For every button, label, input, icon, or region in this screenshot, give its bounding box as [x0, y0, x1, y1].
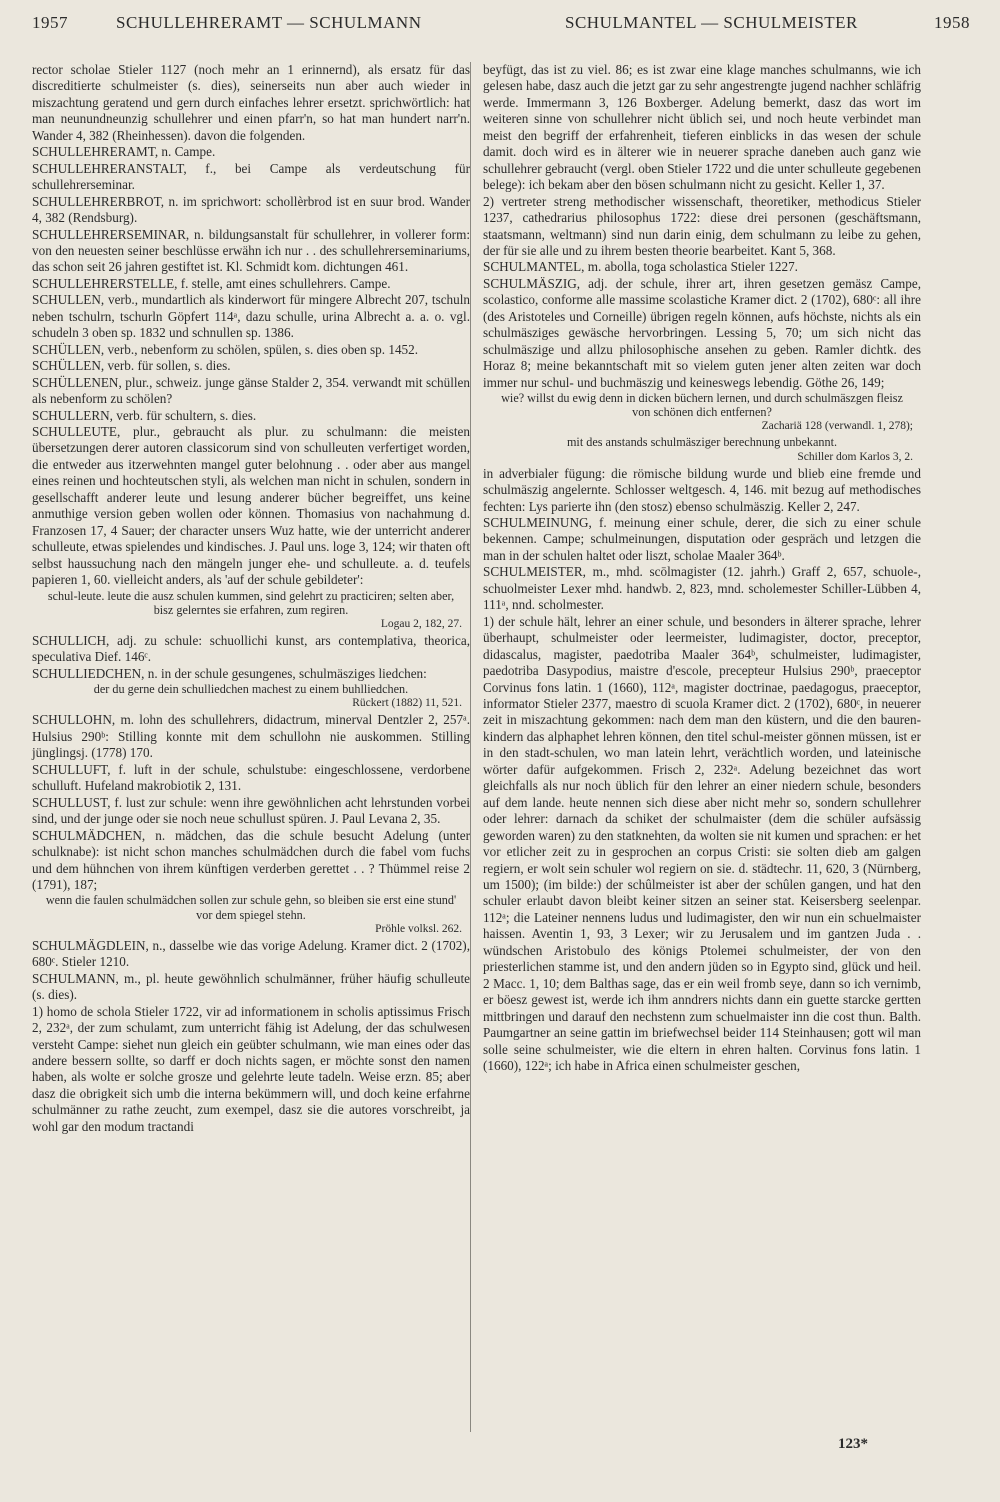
quote-proehle: wenn die faulen schulmädchen sollen zur schule gehn, so bleiben sie erst eine stund' vor dem spiegel stehn.	[45, 893, 457, 922]
quote-rueckert: der du gerne dein schulliedchen machest zu einem buhlliedchen.	[93, 682, 409, 697]
entry-schullern: SCHULLERN, verb. für schultern, s. dies.	[32, 407, 257, 423]
entry-schulmann-continued: beyfügt, das ist zu viel. 86; es ist zwar eine klage manches schulmanns, wie ich gelesen habe, dasz auch die jetzt gar zu sehr angestrengte jugend nachher schläfrig werde. Immermann 3, 126 Boxberger. Adelung bemerkt, dasz das wort im weiteren sinne von schullehrer nicht üblich sei, und noch heute verbindet man meist den begriff der erfahrenheit, tieferen einblicks in das wesen der schule damit. doch wird es in älterer wie in neuerer sprache daneben auch ganz wie schullehrer gebraucht (vergl. oben Stieler 1722 und die unter schulleute gegebenen belege): ich bekam aber den bösen schulmann nicht zu gesicht. Keller 1, 37.	[483, 62, 921, 193]
entry-schulmaegdlein: SCHULMÄGDLEIN, n., dasselbe wie das vorige Adelung. Kramer dict. 2 (1702), 680ᶜ. Stieler 1210.	[32, 937, 470, 970]
entry-schulmaedchen: SCHULMÄDCHEN, n. mädchen, das die schule besucht Adelung (unter schulknabe): ist nicht schon manches schulmädchen durch die fabel vom fuchs und dem hühnchen von ihrem künftigen verderben gerettet . . ? Thümmel reise 2 (1791), 187;	[32, 827, 470, 892]
quote-source-schiller: Schiller dom Karlos 3, 2.	[797, 450, 913, 463]
entry-schullehreramt: SCHULLEHRERAMT, n. Campe.	[32, 144, 216, 160]
entry-schullehrerseminar: SCHULLEHRERSEMINAR, n. bildungsanstalt für schullehrer, in vollerer form: von den neuesten seiner beschlüsse erwähn ich nur . . des schullehrerseminariums, das schon seit 26 jahren gestiftet ist. Kl. Schmidt kom. dichtungen 461.	[32, 226, 470, 275]
entry-schullehrerbrot: SCHULLEHRERBROT, n. im sprichwort: schollèrbrod ist en suur brod. Wander 4, 382 (Rendsburg).	[32, 193, 470, 226]
entry-schullehrerstelle: SCHULLEHRERSTELLE, f. stelle, amt eines schullehrers. Campe.	[32, 275, 391, 291]
entry-schulmann-sense-1: 1) homo de schola Stieler 1722, vir ad informationem in scholis aptissimus Frisch 2, 232ᵃ, der zum schulamt, zum unterricht fähig ist Adelung, der das schulwesen versteht Campe: siehet nun gleich ein geübter schulmann, wie man eines oder das andere bessern sollte, so darff er doch nichts sagen, er möchte sonst den namen haben, als wolte er solche grosze und gelehrte leute tadeln. Weise erzn. 85; aber dasz die obrigkeit sich umb die interna bekümmern will, und doch keine erfahrne schulmänner zu rathe zeucht, zum exempel, dasz sie die autores vorschreibt, ja wohl gar den modum tractandi	[32, 1003, 470, 1134]
entry-schullich: SCHULLICH, adj. zu schule: schuollichi kunst, ars contemplativa, theorica, speculativa Dief. 146ᶜ.	[32, 632, 470, 665]
entry-schulmeister-sense-1: 1) der schule hält, lehrer an einer schule, und besonders in älterer sprache, lehrer überhaupt, schulmeister oder leermeister, ludimagister, doctor, preceptor, didascalus, magister, paedotriba Maaler 364ᵇ, schulmeister, ludimagister, paedotriba Dasypodius, maistre d'escole, precepteur Hulsius 290ᵇ, praeceptor Corvinus fons latin. 1 (1660), 112ᵃ, magister doctrinae, paedagogus, praeceptor, informator Stieler 2377, maestro di scuola Kramer dict. 2 (1702), 680ᶜ, in neuerer zeit in miszachtung gekommen: nach dem man den küstern, und die den bauren-kindern das alphaphet lehren können, den titel schul-meister gönnen müssen, ist er in den stadt-schulen, wo man latein lehrt, verächtlich worden, und lateinische wörter dafür aufgekommen. Frisch 2, 232ᵃ. Adelung bezeichnet das wort gleichfalls als nur noch üblich für den lehrer an einer niedern schule, besonders auf dem lande. heute nennen sich diese aber nicht mehr so, sondern schullehrer oder lehrer: darnach da schiket der schulmaister (dem die schüler aufsässig geworden waren) zu den statknehten, da wolten sie nit kumen und sprachen: er het vor etlicher zeit zu in gesprochen an corpus Cristi: sie solten dieb am galgen regiern, er wolt sein schuler wol regiern on sie. d. städtechr. 11, 620, 3 (Nürnberg, um 1500); (im bilde:) der schûlmeister ist aber der schûlen gangen, und hat den schuler erlaubt davon bleibt keiner sitzen an seiner stat. Keisersberg seelenpar. 112ᵃ; die Lateiner nennens ludus und ludimagister, den wir nun ein schuelmaister haissen. Aventin 1, 93, 3 Lexer; wir zu Jerusalem und im gantzen Juda . . wündschen Aristobulo des königs Ptolemei schulmeister, der von den priesterlichen stamme ist, und den andern jüden so in Egypto sind, glück und heil. 2 Macc. 1, 10; dem Balthas sage, das er ein weil fromb seye, dann so ich vernimb, er böesz gewest ist, werde ich ihm anndrers nichts dann ein guette starcke gertten mittbringen und darauf den nechstenn zum schuelmaister inn die cost thun. Balth. Paumgartner an seine gattin im briefwechsel beider 114 Steinhausen; gott wil man solle seine schulmeister, wie die eltern in ehren halten. Corvinus fons latin. 1 (1660), 122ᵃ; ich habe in Africa einen schulmeister geschen,	[483, 613, 921, 1073]
entry-schulluft: SCHULLUFT, f. luft in der schule, schulstube: eingeschlossene, verdorbene schulluft. Hufeland makrobiotik 2, 131.	[32, 761, 470, 794]
left-page-number: 1957	[32, 13, 68, 32]
quote-source-proehle: Pröhle volksl. 262.	[375, 922, 462, 935]
entry-schulmann: SCHULMANN, m., pl. heute gewöhnlich schulmänner, früher häufig schulleute (s. dies).	[32, 970, 470, 1003]
entry-schulmeister: SCHULMEISTER, m., mhd. scōlmagister (12. jahrh.) Graff 2, 657, schuole-, schuolmeister Lexer mhd. handwb. 2, 823, mnd. scholemester Schiller-Lübben 4, 111ᵃ, nnd. scholmester.	[483, 564, 921, 613]
entry-schulmaeszig-adverbial: in adverbialer fügung: die römische bildung wurde und blieb eine fremde und schulmäszig angelernte. Schlosser weltgesch. 4, 146. mit bezug auf methodisches fechten: Lys parierte ihn (den stosz) ebenso schulmäszig. Keller 2, 247.	[483, 465, 921, 514]
quote-zachariae: wie? willst du ewig denn in dicken büchern lernen, und durch schulmäszgen fleisz von schönen dich entfernen?	[501, 391, 903, 420]
column-divider	[470, 62, 471, 1432]
entry-schulmaeszig: SCHULMÄSZIG, adj. der schule, ihrer art, ihren gesetzen gemäsz Campe, scolastico, conforme alle massime scolastiche Kramer dict. 2 (1702), 680ᶜ: all ihre (des Aristoteles und Corneille) übrigen regeln können, aufs höchste, nichts als ein schulmäsziges gewäsche hervorbringen. Lessing 5, 70; um sich nicht das schulmäszige und allzu philosophische ansehen zu geben. Ramler dichtk. des Horaz 8; meine bekanntschaft mit so vielem guten jener alten zeiten war doch immer nur schul- und buchmäszig und keineswegs lebendig. Göthe 26, 149;	[483, 275, 921, 390]
left-column	[32, 62, 470, 1135]
quote-schiller: mit des anstands schulmäsziger berechnung unbekannt.	[566, 435, 838, 450]
entry-schulmeinung: SCHULMEINUNG, f. meinung einer schule, derer, die sich zu einer schule bekennen. Campe; schulmeinungen, disputation oder gespräch und letzgen die man in der schulen haltet oder liszt, scholae Maaler 364ᵇ.	[483, 515, 921, 563]
signature-mark: 123*	[838, 1436, 868, 1452]
right-page-number: 1958	[934, 13, 970, 32]
entry-schulliedchen: SCHULLIEDCHEN, n. in der schule gesungenes, schulmäsziges liedchen:	[32, 665, 427, 681]
quote-source-zachariae: Zachariä 128 (verwandl. 1, 278);	[761, 420, 913, 433]
quote-source-rueckert: Rückert (1882) 11, 521.	[352, 697, 462, 710]
entry-schuellen-2: SCHÜLLEN, verb. für sollen, s. dies.	[32, 358, 231, 374]
quote-source-logau: Logau 2, 182, 27.	[380, 617, 462, 630]
page-header	[30, 5, 970, 43]
left-header-keywords: SCHULLEHRERAMT — SCHULMANN	[116, 13, 422, 32]
entry-paragraph: rector scholae Stieler 1127 (noch mehr an 1 erinnernd), als ersatz für das discreditierte schulmeister (s. dies), seinerseits nun aber auch wieder in miszachtung geratend und gern durch einfaches lehrer ersetzt. sprichwörtlich: hat man neunundneunzig schullehrer und einen pfarr'n, so hat man hundert narr'n. Wander 4, 382 (Rheinhessen). davon die folgenden.	[32, 62, 470, 143]
entry-schullohn: SCHULLOHN, m. lohn des schullehrers, didactrum, minerval Dentzler 2, 257ᵃ. Hulsius 290ᵇ: Stilling konnte mit dem schullohn nie auskommen. Stilling jünglingsj. (1778) 170.	[32, 712, 470, 761]
entry-schulmantel: SCHULMANTEL, m. abolla, toga scholastica Stieler 1227.	[483, 259, 798, 275]
entry-schulleute: SCHULLEUTE, plur., gebraucht als plur. zu schulmann: die meisten übersetzungen derer autoren classicorum sind von schulleuten verfertiget worden, die entweder aus itzerwehnten mangel guter belohnung . . oder aber aus mangel eines reinen und hochteutschen styli, als welchen man nicht in schulen, sondern in gesellschafft anderer leute und lesung anderer bücher begreiffet, uns keine anmuthige version geben wollen oder können. Thomasius von nachahmung d. Franzosen 17, 4 Sauer; der character unsers Wuz hatte, wie der unterricht anderer schulleute, etwas spielendes und kindisches. J. Paul uns. loge 3, 124; wir thaten oft selbst haussuchung nach den mängeln junger ehe- und schulleute. a. d. teufels papieren 1, 60. vielleicht anders, als 'auf der schule gebildeter':	[32, 423, 470, 588]
right-header-keywords: SCHULMANTEL — SCHULMEISTER	[565, 13, 858, 32]
entry-schullehreranstalt: SCHULLEHRERANSTALT, f., bei Campe als verdeutschung für schullehrerseminar.	[32, 160, 470, 193]
entry-schulmann-sense-2: 2) vertreter streng methodischer wissenschaft, theoretiker, methodicus Stieler 1237, cathedrarius philosophus 1722: diese drei personen (geschäftsmann, staatsmann, weltmann) sind nun darin einig, dem schulmann zu leibe zu gehen, der für sie alle und zu ihrem besten theorie bearbeitet. Kant 5, 368.	[483, 193, 921, 258]
entry-schullen: SCHULLEN, verb., mundartlich als kinderwort für mingere Albrecht 207, tschuln neben tschulrn, tschurln Göpfert 114ᵃ, dazu schulle, urina Albrecht a. a. o. vgl. schudeln 3 oben sp. 1832 und schnullen sp. 1386.	[32, 292, 470, 341]
right-column	[483, 62, 921, 1074]
entry-schuellen-1: SCHÜLLEN, verb., nebenform zu schölen, spülen, s. dies oben sp. 1452.	[32, 341, 419, 357]
entry-schullust: SCHULLUST, f. lust zur schule: wenn ihre gewöhnlichen acht lehrstunden vorbei sind, und der junge oder sie noch neue schullust spüren. J. Paul Levana 2, 35.	[32, 794, 470, 827]
entry-schuellenen: SCHÜLLENEN, plur., schweiz. junge gänse Stalder 2, 354. verwandt mit schüllen als nebenform zu schölen?	[32, 374, 470, 407]
quote-logau: schul-leute. leute die ausz schulen kummen, sind gelehrt zu practiciren; selten aber, bisz gelerntes sie erfahren, zum regiren.	[47, 588, 455, 617]
